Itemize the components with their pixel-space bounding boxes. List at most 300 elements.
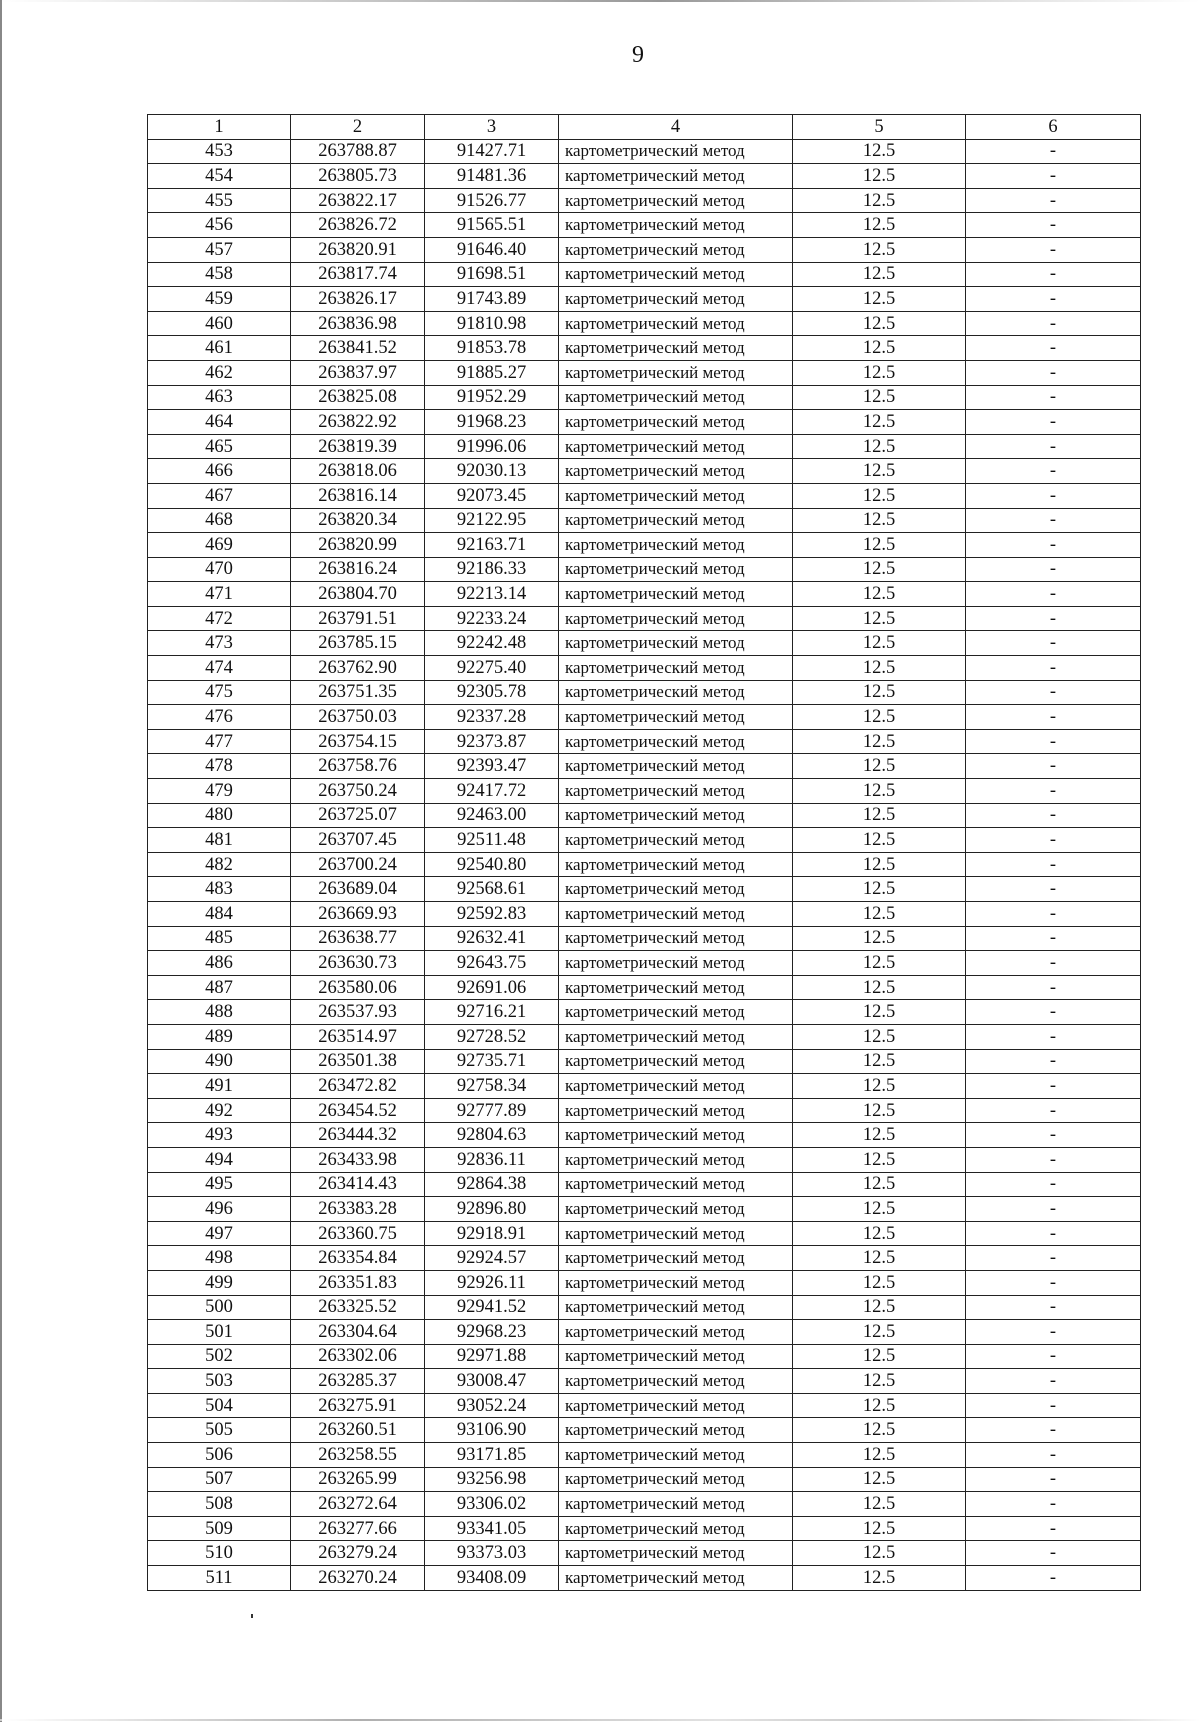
y-coordinate-cell: 92926.11: [425, 1270, 559, 1295]
method-cell: картометрический метод: [559, 287, 793, 312]
accuracy-cell: 12.5: [793, 582, 966, 607]
accuracy-cell: 12.5: [793, 1172, 966, 1197]
x-coordinate-cell: 263820.91: [291, 237, 425, 262]
y-coordinate-cell: 93256.98: [425, 1467, 559, 1492]
y-coordinate-cell: 91743.89: [425, 287, 559, 312]
method-cell: картометрический метод: [559, 975, 793, 1000]
table-row: [148, 779, 1141, 804]
table-row: [148, 459, 1141, 484]
note-cell: -: [966, 1098, 1141, 1123]
table-row: [148, 1418, 1141, 1443]
accuracy-cell: 12.5: [793, 1393, 966, 1418]
x-coordinate-cell: 263302.06: [291, 1344, 425, 1369]
table-row: [148, 754, 1141, 779]
accuracy-cell: 12.5: [793, 1147, 966, 1172]
point-number-cell: 456: [148, 213, 291, 238]
method-cell: картометрический метод: [559, 606, 793, 631]
point-number-cell: 483: [148, 877, 291, 902]
point-number-cell: 485: [148, 926, 291, 951]
note-cell: -: [966, 213, 1141, 238]
note-cell: -: [966, 1541, 1141, 1566]
scan-edge-bottom: [0, 1719, 1200, 1721]
y-coordinate-cell: 91565.51: [425, 213, 559, 238]
y-coordinate-cell: 92918.91: [425, 1221, 559, 1246]
table-row: [148, 164, 1141, 189]
y-coordinate-cell: 92511.48: [425, 828, 559, 853]
y-coordinate-cell: 92924.57: [425, 1246, 559, 1271]
accuracy-cell: 12.5: [793, 262, 966, 287]
accuracy-cell: 12.5: [793, 360, 966, 385]
method-cell: картометрический метод: [559, 385, 793, 410]
x-coordinate-cell: 263279.24: [291, 1541, 425, 1566]
note-cell: -: [966, 1344, 1141, 1369]
scan-edge-left: [0, 0, 2, 1722]
accuracy-cell: 12.5: [793, 287, 966, 312]
table-row: [148, 606, 1141, 631]
x-coordinate-cell: 263689.04: [291, 877, 425, 902]
x-coordinate-cell: 263762.90: [291, 656, 425, 681]
accuracy-cell: 12.5: [793, 852, 966, 877]
point-number-cell: 506: [148, 1443, 291, 1468]
coordinates-table: [147, 114, 1141, 1591]
y-coordinate-cell: 93306.02: [425, 1492, 559, 1517]
note-cell: -: [966, 926, 1141, 951]
accuracy-cell: 12.5: [793, 606, 966, 631]
method-cell: картометрический метод: [559, 902, 793, 927]
note-cell: -: [966, 1492, 1141, 1517]
note-cell: -: [966, 1024, 1141, 1049]
point-number-cell: 473: [148, 631, 291, 656]
y-coordinate-cell: 92941.52: [425, 1295, 559, 1320]
accuracy-cell: 12.5: [793, 1098, 966, 1123]
accuracy-cell: 12.5: [793, 951, 966, 976]
method-cell: картометрический метод: [559, 877, 793, 902]
y-coordinate-cell: 91810.98: [425, 311, 559, 336]
table-row: [148, 1098, 1141, 1123]
x-coordinate-cell: 263360.75: [291, 1221, 425, 1246]
table-row: [148, 483, 1141, 508]
note-cell: -: [966, 1123, 1141, 1148]
note-cell: -: [966, 779, 1141, 804]
table-row: [148, 139, 1141, 164]
method-cell: картометрический метод: [559, 1443, 793, 1468]
x-coordinate-cell: 263537.93: [291, 1000, 425, 1025]
accuracy-cell: 12.5: [793, 188, 966, 213]
accuracy-cell: 12.5: [793, 434, 966, 459]
accuracy-cell: 12.5: [793, 705, 966, 730]
x-coordinate-cell: 263804.70: [291, 582, 425, 607]
note-cell: -: [966, 975, 1141, 1000]
x-coordinate-cell: 263750.24: [291, 779, 425, 804]
table-row: [148, 287, 1141, 312]
point-number-cell: 472: [148, 606, 291, 631]
note-cell: -: [966, 877, 1141, 902]
point-number-cell: 463: [148, 385, 291, 410]
note-cell: -: [966, 803, 1141, 828]
note-cell: -: [966, 1369, 1141, 1394]
table-row: [148, 1000, 1141, 1025]
note-cell: -: [966, 1246, 1141, 1271]
accuracy-cell: 12.5: [793, 311, 966, 336]
method-cell: картометрический метод: [559, 336, 793, 361]
x-coordinate-cell: 263751.35: [291, 680, 425, 705]
table-row: [148, 1393, 1141, 1418]
table-row: [148, 902, 1141, 927]
note-cell: -: [966, 631, 1141, 656]
point-number-cell: 462: [148, 360, 291, 385]
table-row: [148, 1172, 1141, 1197]
table-row: [148, 951, 1141, 976]
x-coordinate-cell: 263260.51: [291, 1418, 425, 1443]
point-number-cell: 498: [148, 1246, 291, 1271]
x-coordinate-cell: 263750.03: [291, 705, 425, 730]
point-number-cell: 509: [148, 1516, 291, 1541]
y-coordinate-cell: 92213.14: [425, 582, 559, 607]
point-number-cell: 492: [148, 1098, 291, 1123]
x-coordinate-cell: 263826.17: [291, 287, 425, 312]
point-number-cell: 490: [148, 1049, 291, 1074]
accuracy-cell: 12.5: [793, 1369, 966, 1394]
x-coordinate-cell: 263841.52: [291, 336, 425, 361]
x-coordinate-cell: 263630.73: [291, 951, 425, 976]
method-cell: картометрический метод: [559, 1197, 793, 1222]
accuracy-cell: 12.5: [793, 1000, 966, 1025]
table-row: [148, 1492, 1141, 1517]
y-coordinate-cell: 92735.71: [425, 1049, 559, 1074]
table-row: [148, 1516, 1141, 1541]
point-number-cell: 499: [148, 1270, 291, 1295]
method-cell: картометрический метод: [559, 1123, 793, 1148]
method-cell: картометрический метод: [559, 311, 793, 336]
accuracy-cell: 12.5: [793, 779, 966, 804]
y-coordinate-cell: 92836.11: [425, 1147, 559, 1172]
accuracy-cell: 12.5: [793, 729, 966, 754]
point-number-cell: 488: [148, 1000, 291, 1025]
y-coordinate-cell: 91646.40: [425, 237, 559, 262]
note-cell: -: [966, 1566, 1141, 1591]
y-coordinate-cell: 92716.21: [425, 1000, 559, 1025]
accuracy-cell: 12.5: [793, 385, 966, 410]
note-cell: -: [966, 434, 1141, 459]
table-row: [148, 410, 1141, 435]
method-cell: картометрический метод: [559, 434, 793, 459]
note-cell: -: [966, 287, 1141, 312]
note-cell: -: [966, 729, 1141, 754]
method-cell: картометрический метод: [559, 1295, 793, 1320]
accuracy-cell: 12.5: [793, 1197, 966, 1222]
method-cell: картометрический метод: [559, 680, 793, 705]
y-coordinate-cell: 92122.95: [425, 508, 559, 533]
method-cell: картометрический метод: [559, 533, 793, 558]
x-coordinate-cell: 263258.55: [291, 1443, 425, 1468]
table-row: [148, 336, 1141, 361]
x-coordinate-cell: 263836.98: [291, 311, 425, 336]
point-number-cell: 496: [148, 1197, 291, 1222]
method-cell: картометрический метод: [559, 754, 793, 779]
method-cell: картометрический метод: [559, 1369, 793, 1394]
x-coordinate-cell: 263819.39: [291, 434, 425, 459]
method-cell: картометрический метод: [559, 1320, 793, 1345]
accuracy-cell: 12.5: [793, 754, 966, 779]
column-header-5: 5: [793, 115, 966, 140]
accuracy-cell: 12.5: [793, 1049, 966, 1074]
table-row: [148, 1270, 1141, 1295]
accuracy-cell: 12.5: [793, 1246, 966, 1271]
note-cell: -: [966, 188, 1141, 213]
accuracy-cell: 12.5: [793, 631, 966, 656]
x-coordinate-cell: 263700.24: [291, 852, 425, 877]
point-number-cell: 475: [148, 680, 291, 705]
point-number-cell: 458: [148, 262, 291, 287]
point-number-cell: 460: [148, 311, 291, 336]
x-coordinate-cell: 263272.64: [291, 1492, 425, 1517]
point-number-cell: 508: [148, 1492, 291, 1517]
x-coordinate-cell: 263826.72: [291, 213, 425, 238]
point-number-cell: 481: [148, 828, 291, 853]
y-coordinate-cell: 92242.48: [425, 631, 559, 656]
method-cell: картометрический метод: [559, 1344, 793, 1369]
point-number-cell: 507: [148, 1467, 291, 1492]
method-cell: картометрический метод: [559, 631, 793, 656]
point-number-cell: 467: [148, 483, 291, 508]
note-cell: -: [966, 533, 1141, 558]
note-cell: -: [966, 705, 1141, 730]
note-cell: -: [966, 459, 1141, 484]
y-coordinate-cell: 92592.83: [425, 902, 559, 927]
point-number-cell: 459: [148, 287, 291, 312]
method-cell: картометрический метод: [559, 729, 793, 754]
note-cell: -: [966, 1295, 1141, 1320]
y-coordinate-cell: 92337.28: [425, 705, 559, 730]
accuracy-cell: 12.5: [793, 164, 966, 189]
x-coordinate-cell: 263816.24: [291, 557, 425, 582]
table-row: [148, 729, 1141, 754]
x-coordinate-cell: 263837.97: [291, 360, 425, 385]
method-cell: картометрический метод: [559, 508, 793, 533]
note-cell: -: [966, 754, 1141, 779]
table-row: [148, 188, 1141, 213]
x-coordinate-cell: 263351.83: [291, 1270, 425, 1295]
method-cell: картометрический метод: [559, 656, 793, 681]
point-number-cell: 505: [148, 1418, 291, 1443]
accuracy-cell: 12.5: [793, 1467, 966, 1492]
x-coordinate-cell: 263285.37: [291, 1369, 425, 1394]
table-row: [148, 1369, 1141, 1394]
y-coordinate-cell: 92896.80: [425, 1197, 559, 1222]
y-coordinate-cell: 92971.88: [425, 1344, 559, 1369]
x-coordinate-cell: 263304.64: [291, 1320, 425, 1345]
x-coordinate-cell: 263805.73: [291, 164, 425, 189]
table-row: [148, 705, 1141, 730]
y-coordinate-cell: 92393.47: [425, 754, 559, 779]
x-coordinate-cell: 263383.28: [291, 1197, 425, 1222]
x-coordinate-cell: 263433.98: [291, 1147, 425, 1172]
point-number-cell: 486: [148, 951, 291, 976]
method-cell: картометрический метод: [559, 1147, 793, 1172]
y-coordinate-cell: 91968.23: [425, 410, 559, 435]
accuracy-cell: 12.5: [793, 1516, 966, 1541]
y-coordinate-cell: 92691.06: [425, 975, 559, 1000]
table-row: [148, 877, 1141, 902]
note-cell: -: [966, 508, 1141, 533]
note-cell: -: [966, 410, 1141, 435]
method-cell: картометрический метод: [559, 803, 793, 828]
table-row: [148, 631, 1141, 656]
y-coordinate-cell: 92233.24: [425, 606, 559, 631]
page-number: 9: [632, 42, 644, 68]
table-header-row: [148, 115, 1141, 140]
y-coordinate-cell: 91698.51: [425, 262, 559, 287]
point-number-cell: 478: [148, 754, 291, 779]
note-cell: -: [966, 1147, 1141, 1172]
method-cell: картометрический метод: [559, 1172, 793, 1197]
note-cell: -: [966, 139, 1141, 164]
accuracy-cell: 12.5: [793, 803, 966, 828]
method-cell: картометрический метод: [559, 779, 793, 804]
y-coordinate-cell: 92163.71: [425, 533, 559, 558]
method-cell: картометрический метод: [559, 1566, 793, 1591]
accuracy-cell: 12.5: [793, 902, 966, 927]
method-cell: картометрический метод: [559, 262, 793, 287]
method-cell: картометрический метод: [559, 360, 793, 385]
y-coordinate-cell: 92758.34: [425, 1074, 559, 1099]
x-coordinate-cell: 263669.93: [291, 902, 425, 927]
accuracy-cell: 12.5: [793, 483, 966, 508]
note-cell: -: [966, 360, 1141, 385]
table-row: [148, 1246, 1141, 1271]
table-row: [148, 975, 1141, 1000]
table-row: [148, 1320, 1141, 1345]
x-coordinate-cell: 263754.15: [291, 729, 425, 754]
table-row: [148, 508, 1141, 533]
y-coordinate-cell: 92632.41: [425, 926, 559, 951]
accuracy-cell: 12.5: [793, 680, 966, 705]
point-number-cell: 497: [148, 1221, 291, 1246]
method-cell: картометрический метод: [559, 139, 793, 164]
accuracy-cell: 12.5: [793, 557, 966, 582]
table-row: [148, 237, 1141, 262]
y-coordinate-cell: 92417.72: [425, 779, 559, 804]
table-row: [148, 1221, 1141, 1246]
y-coordinate-cell: 91996.06: [425, 434, 559, 459]
note-cell: -: [966, 385, 1141, 410]
note-cell: -: [966, 1221, 1141, 1246]
x-coordinate-cell: 263817.74: [291, 262, 425, 287]
method-cell: картометрический метод: [559, 1098, 793, 1123]
table-row: [148, 1443, 1141, 1468]
table-body: [148, 139, 1141, 1590]
point-number-cell: 464: [148, 410, 291, 435]
note-cell: -: [966, 336, 1141, 361]
point-number-cell: 474: [148, 656, 291, 681]
method-cell: картометрический метод: [559, 459, 793, 484]
y-coordinate-cell: 91427.71: [425, 139, 559, 164]
accuracy-cell: 12.5: [793, 336, 966, 361]
column-header-6: 6: [966, 115, 1141, 140]
method-cell: картометрический метод: [559, 1049, 793, 1074]
accuracy-cell: 12.5: [793, 1566, 966, 1591]
point-number-cell: 480: [148, 803, 291, 828]
accuracy-cell: 12.5: [793, 1492, 966, 1517]
x-coordinate-cell: 263472.82: [291, 1074, 425, 1099]
y-coordinate-cell: 92968.23: [425, 1320, 559, 1345]
method-cell: картометрический метод: [559, 1246, 793, 1271]
note-cell: -: [966, 262, 1141, 287]
method-cell: картометрический метод: [559, 1221, 793, 1246]
table-row: [148, 434, 1141, 459]
point-number-cell: 477: [148, 729, 291, 754]
point-number-cell: 494: [148, 1147, 291, 1172]
x-coordinate-cell: 263816.14: [291, 483, 425, 508]
note-cell: -: [966, 606, 1141, 631]
note-cell: -: [966, 164, 1141, 189]
note-cell: -: [966, 680, 1141, 705]
table-row: [148, 311, 1141, 336]
y-coordinate-cell: 91481.36: [425, 164, 559, 189]
point-number-cell: 503: [148, 1369, 291, 1394]
x-coordinate-cell: 263791.51: [291, 606, 425, 631]
method-cell: картометрический метод: [559, 410, 793, 435]
note-cell: -: [966, 1443, 1141, 1468]
point-number-cell: 489: [148, 1024, 291, 1049]
point-number-cell: 484: [148, 902, 291, 927]
point-number-cell: 491: [148, 1074, 291, 1099]
table-row: [148, 1295, 1141, 1320]
y-coordinate-cell: 91952.29: [425, 385, 559, 410]
x-coordinate-cell: 263820.34: [291, 508, 425, 533]
note-cell: -: [966, 951, 1141, 976]
point-number-cell: 502: [148, 1344, 291, 1369]
accuracy-cell: 12.5: [793, 459, 966, 484]
y-coordinate-cell: 92305.78: [425, 680, 559, 705]
y-coordinate-cell: 92728.52: [425, 1024, 559, 1049]
accuracy-cell: 12.5: [793, 1221, 966, 1246]
point-number-cell: 504: [148, 1393, 291, 1418]
accuracy-cell: 12.5: [793, 410, 966, 435]
method-cell: картометрический метод: [559, 1393, 793, 1418]
y-coordinate-cell: 92030.13: [425, 459, 559, 484]
y-coordinate-cell: 92373.87: [425, 729, 559, 754]
method-cell: картометрический метод: [559, 1492, 793, 1517]
y-coordinate-cell: 93408.09: [425, 1566, 559, 1591]
point-number-cell: 501: [148, 1320, 291, 1345]
accuracy-cell: 12.5: [793, 1541, 966, 1566]
method-cell: картометрический метод: [559, 1024, 793, 1049]
x-coordinate-cell: 263580.06: [291, 975, 425, 1000]
column-header-4: 4: [559, 115, 793, 140]
table-row: [148, 828, 1141, 853]
table-row: [148, 582, 1141, 607]
table-row: [148, 557, 1141, 582]
table-row: [148, 1024, 1141, 1049]
x-coordinate-cell: 263454.52: [291, 1098, 425, 1123]
table-row: [148, 1147, 1141, 1172]
accuracy-cell: 12.5: [793, 1123, 966, 1148]
note-cell: -: [966, 1320, 1141, 1345]
table-row: [148, 1074, 1141, 1099]
point-number-cell: 510: [148, 1541, 291, 1566]
table-row: [148, 1049, 1141, 1074]
y-coordinate-cell: 93171.85: [425, 1443, 559, 1468]
point-number-cell: 511: [148, 1566, 291, 1591]
table-row: [148, 213, 1141, 238]
point-number-cell: 455: [148, 188, 291, 213]
note-cell: -: [966, 852, 1141, 877]
point-number-cell: 465: [148, 434, 291, 459]
note-cell: -: [966, 483, 1141, 508]
point-number-cell: 487: [148, 975, 291, 1000]
x-coordinate-cell: 263265.99: [291, 1467, 425, 1492]
